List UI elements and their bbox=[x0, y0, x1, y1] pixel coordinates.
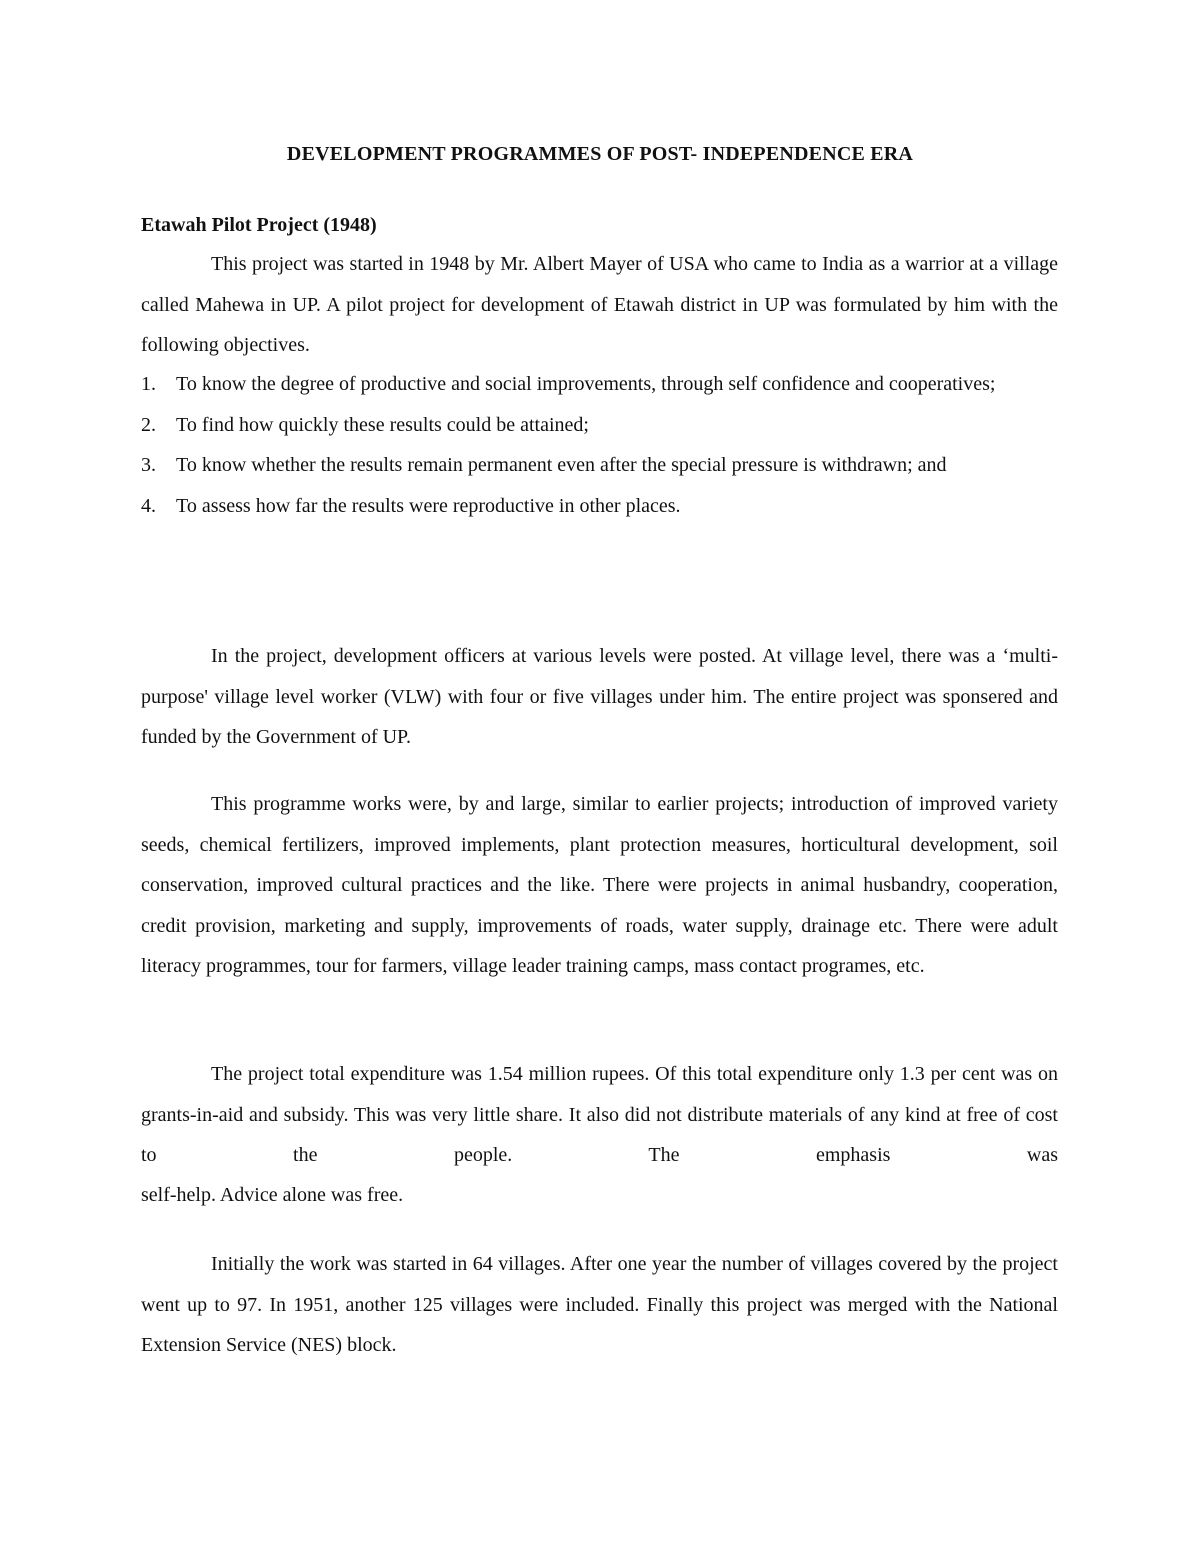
list-item-number: 1. bbox=[141, 373, 156, 395]
officers-paragraph: In the project, development officers at various levels were posted. At village level, there was a ‘multi-purpose' village level worker (VLW) with four or five villages under him. The entire project was sponsered and funded by the Government of UP. bbox=[141, 645, 1058, 748]
villages-paragraph: Initially the work was started in 64 villages. After one year the number of villages covered by the project went up to 97. In 1951, another 125 villages were included. Finally this project was merged with the National Extension Service (NES) block. bbox=[141, 1253, 1058, 1356]
section-heading: Etawah Pilot Project (1948) bbox=[141, 214, 377, 236]
list-item bbox=[141, 445, 1058, 486]
list-item-number: 4. bbox=[141, 494, 156, 517]
list-item-text: To know whether the results remain permanent even after the special pressure is withdrawn; and bbox=[176, 454, 947, 476]
list-item bbox=[141, 405, 1058, 446]
page-title: DEVELOPMENT PROGRAMMES OF POST- INDEPENDENCE ERA bbox=[286, 143, 914, 165]
objectives-list bbox=[141, 364, 1058, 526]
expenditure-paragraph: The project total expenditure was 1.54 million rupees. Of this total expenditure only 1.3 per cent was on grants-in-aid and subsidy. This was very little share. It also did not distribute materials of any kind at free of cost to the people. The emphasis was bbox=[141, 1063, 1058, 1166]
expenditure-paragraph-end: self-help. Advice alone was free. bbox=[141, 1184, 404, 1206]
list-item-text: To know the degree of productive and social improvements, through self confidence and cooperatives; bbox=[176, 373, 996, 395]
list-item-text: To assess how far the results were reproductive in other places. bbox=[176, 494, 681, 517]
works-paragraph: This programme works were, by and large, similar to earlier projects; introduction of improved variety seeds, chemical fertilizers, improved implements, plant protection measures, horticultural development, soil conservation, improved cultural practices and the like. There were projects in animal husbandry, cooperation, credit provision, marketing and supply, improvements of roads, water supply, drainage etc. There were adult literacy programmes, tour for farmers, village leader training camps, mass contact programes, etc. bbox=[141, 793, 1058, 977]
list-item bbox=[141, 364, 1058, 405]
intro-paragraph: This project was started in 1948 by Mr. Albert Mayer of USA who came to India as a warrior at a village called Mahewa in UP. A pilot project for development of Etawah district in UP was formulated by him with the following objectives. bbox=[141, 253, 1058, 356]
list-item-number: 2. bbox=[141, 413, 156, 436]
list-item bbox=[141, 486, 1058, 527]
list-item-text: To find how quickly these results could be attained; bbox=[176, 413, 589, 436]
list-item-number: 3. bbox=[141, 454, 156, 476]
